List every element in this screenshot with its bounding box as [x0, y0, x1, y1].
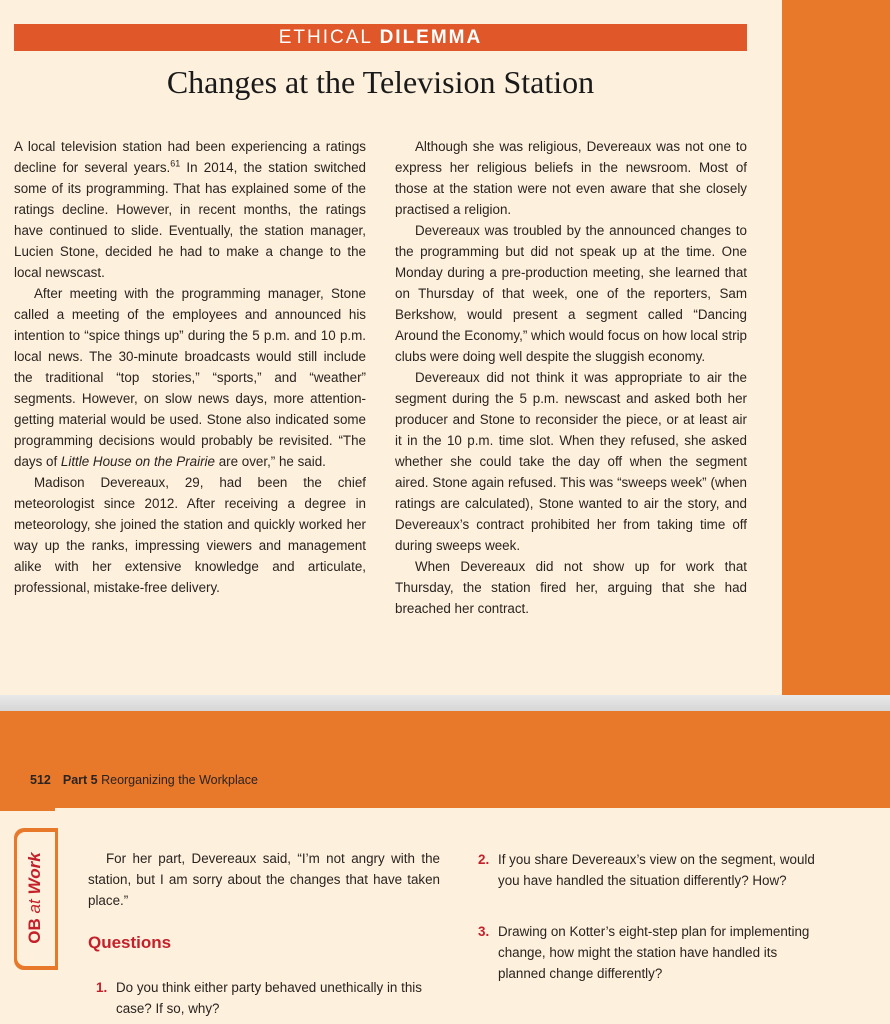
- footnote-ref: 61: [170, 158, 181, 169]
- tab-at: at: [25, 899, 44, 914]
- right-paragraph-4: When Devereaux did not show up for work that Thursday, the station fired her, arguing that she had breached her contract.: [395, 559, 747, 616]
- part-label: Part 5: [62, 773, 98, 787]
- right-column: [395, 136, 747, 619]
- question-text: Drawing on Kotter’s eight-step plan for implementing change, how might the station have handled its planned change differently?: [498, 924, 810, 981]
- text-run: After meeting with the programming manager, Stone called a meeting of the employees and announced his intention to “spice things up” during the 5 p.m. and 10 p.m. local news. The 30-minute broadcasts would still include the traditional “top stories,” “sports,” and “weather” segments. However, on slow news days, more attention-getting material would be used. Stone also indicated some programming decisions would probably be revisited. “The days of: [14, 286, 366, 469]
- question-number: 1.: [96, 980, 108, 995]
- tab-work: Work: [25, 852, 44, 895]
- page-title: Changes at the Television Station: [166, 64, 595, 100]
- left-paragraph-1: [14, 136, 366, 283]
- question-number: 2.: [478, 852, 490, 867]
- orange-side-strip: [782, 0, 890, 695]
- text-run: A local television station had been experiencing a ratings decline for several years.: [14, 139, 366, 175]
- text-run: are over,” he said.: [214, 454, 326, 469]
- closing-paragraph: For her part, Devereaux said, “I’m not angry with the station, but I am sorry about the changes that have taken place.”: [88, 851, 440, 908]
- left-paragraph-2: [14, 283, 366, 472]
- right-paragraph-3: Devereaux did not think it was appropriate to air the segment during the 5 p.m. newscast and asked both her producer and Stone to reconsider the piece, or at least air it in the 10 p.m. time slot. When they refused, she asked whether she could take the day off when the segment aired. Stone again refused. This was “sweeps week” (when ratings are calculated), Stone wanted to air the story, and Devereaux’s contract prohibited her from taking time off during sweeps week.: [395, 370, 747, 553]
- italic-title: Little House on the Prairie: [60, 454, 215, 469]
- orange-band: [0, 711, 890, 811]
- text-run: In 2014, the station switched some of its programming. That has explained some of the ratings decline. However, in recent months, the ratings have continued to slide. Eventually, the station manager, Lucien Stone, decided he had to make a change to the local newscast.: [14, 160, 366, 280]
- page-number: 512: [30, 773, 51, 787]
- banner-prefix: ETHICAL: [278, 27, 373, 48]
- ethical-dilemma-banner: [14, 24, 747, 51]
- left-column: [14, 136, 366, 598]
- page-gap: [0, 695, 890, 711]
- question-number: 3.: [478, 924, 490, 939]
- page-footer: [30, 773, 258, 787]
- question-text: If you share Devereaux’s view on the segment, would you have handled the situation differently? How?: [498, 852, 815, 888]
- question-text: Do you think either party behaved unethically in this case? If so, why?: [116, 980, 422, 1016]
- right-paragraph-1: Although she was religious, Devereaux was not one to express her religious beliefs in the newsroom. Most of those at the station were not even aware that she closely practised a religion.: [395, 139, 747, 217]
- right-paragraph-2: Devereaux was troubled by the announced changes to the programming but did not speak up at the time. One Monday during a pre-production meeting, she learned that on Thursday of that week, one of the reporters, Sam Berkshow, would present a segment called “Dancing Around the Economy,” which would focus on how local strip clubs were doing well despite the sluggish economy.: [395, 223, 747, 364]
- section-label: Reorganizing the Workplace: [101, 773, 258, 787]
- ob-at-work-label: [25, 843, 45, 953]
- closing-paragraph-block: [88, 848, 440, 911]
- left-paragraph-3: Madison Devereaux, 29, had been the chief meteorologist since 2012. After receiving a degree in meteorology, she joined the station and quickly worked her way up the ranks, impressing viewers and management alike with her extensive knowledge and articulate, professional, mistake-free delivery.: [14, 475, 366, 595]
- banner-strong: DILEMMA: [379, 27, 483, 48]
- tab-ob: OB: [25, 918, 44, 944]
- questions-heading: Questions: [88, 933, 172, 952]
